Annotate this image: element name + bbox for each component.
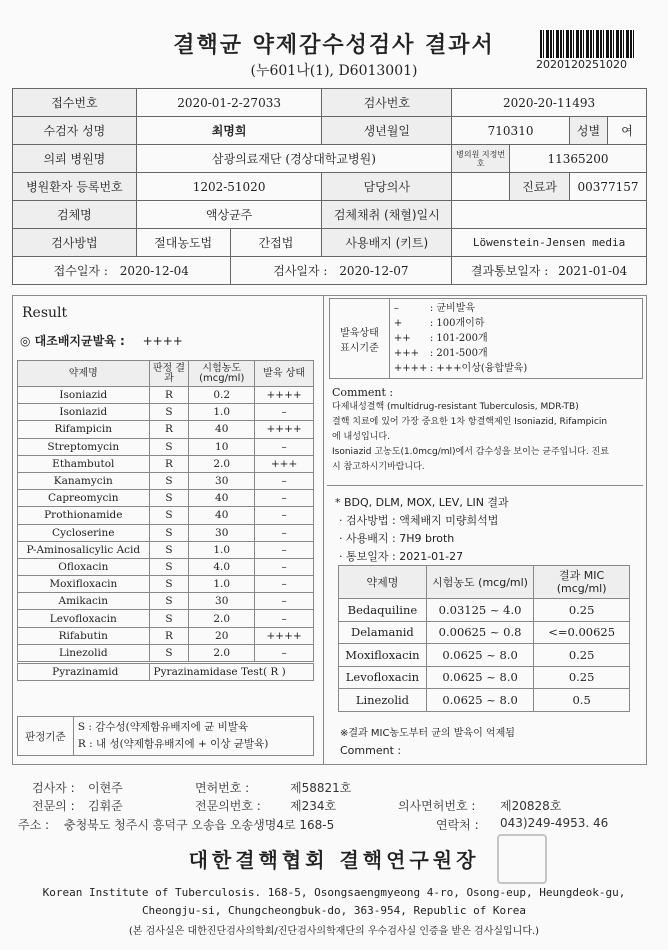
mic-cell-mic: 0.25 — [534, 666, 630, 689]
cell-drug: Isoniazid — [18, 387, 150, 404]
cell-drug: Rifabutin — [18, 627, 150, 644]
column-divider — [323, 295, 324, 765]
cell-growth: – — [255, 507, 314, 524]
table-row — [339, 599, 630, 622]
criteria-s: S : 감수성(약제함유배지에 균 비발육 — [77, 721, 249, 733]
cell-result: S — [149, 507, 189, 524]
growth-legend — [329, 298, 643, 379]
cell-drug: P-Aminosalicylic Acid — [18, 541, 150, 558]
control-growth — [20, 332, 183, 349]
tester: 이현주 — [88, 781, 123, 795]
cell-growth: – — [255, 541, 314, 558]
hospital: 삼광의료재단 (경상대학교병원) — [136, 145, 451, 173]
patient-reg: 1202-51020 — [136, 173, 322, 201]
table-row — [18, 627, 314, 644]
mic-table — [338, 565, 630, 712]
legend-desc: : +++이상(융합발육) — [429, 363, 528, 374]
mic-cell-mic: 0.25 — [534, 599, 630, 622]
mic-cell-drug: Moxifloxacin — [339, 644, 427, 667]
cell-growth: – — [255, 524, 314, 541]
receipt-date-cell — [13, 257, 231, 285]
cell-result: S — [149, 490, 189, 507]
cell-result: S — [149, 610, 189, 627]
table-row — [18, 524, 314, 541]
mic-cell-range: 0.0625 ~ 8.0 — [426, 644, 533, 667]
media: Löwenstein-Jensen media — [452, 229, 647, 257]
dept: 00377157 — [569, 173, 646, 201]
cell-result: R — [149, 421, 189, 438]
section-divider — [327, 485, 643, 486]
mic-col-result: 결과 MIC (mcg/ml) — [534, 566, 630, 599]
cell-result: S — [149, 576, 189, 593]
legend-item — [390, 331, 642, 346]
table-row — [18, 455, 314, 472]
license-label: 면허번호 : — [195, 781, 250, 795]
cell-result: S — [149, 524, 189, 541]
mic-cell-range: 0.0625 ~ 8.0 — [426, 666, 533, 689]
table-row — [18, 558, 314, 575]
designated-no: 11365200 — [510, 145, 647, 173]
pyrazinamid-table — [17, 663, 314, 681]
cell-result: S — [149, 472, 189, 489]
specimen: 액상균주 — [136, 201, 322, 229]
bdq-notify: · 통보일자 : 2021-01-27 — [339, 550, 464, 563]
mic-cell-mic: 0.5 — [534, 689, 630, 712]
mic-cell-drug: Delamanid — [339, 621, 427, 644]
collect-label: 검체채취 (채혈)일시 — [322, 201, 452, 229]
drug-result-table — [17, 360, 314, 662]
table-row — [18, 387, 314, 404]
pza-value: Pyrazinamidase Test( R ) — [149, 664, 313, 681]
comment-line-3: 에 내성입니다. — [332, 432, 390, 442]
cell-drug: Ofloxacin — [18, 558, 150, 575]
specialist: 김휘준 — [88, 799, 123, 813]
legend-item — [390, 301, 642, 316]
criteria-r: R : 내 성(약제함유배지에 + 이상 균발육) — [77, 738, 269, 750]
hospital-label: 의뢰 병원명 — [13, 145, 137, 173]
comment-line-4: Isoniazid 고농도(1.0mcg/ml)에서 감수성을 보이는 균주입니다. 진료 — [332, 447, 609, 457]
comment-label: Comment : — [332, 386, 394, 399]
doctor-license-label: 의사면허번호 : — [398, 799, 476, 813]
certification-note: (본 검사실은 대한진단검사의학회/진단검사의학재단의 우수검사실 인증을 받은 검사실입니다.) — [128, 926, 540, 937]
doctor-label: 담당의사 — [322, 173, 452, 201]
table-row — [18, 541, 314, 558]
table-row — [339, 689, 630, 712]
legend-key: ++ — [393, 333, 411, 344]
sex-label: 성별 — [569, 117, 607, 145]
criteria-table — [17, 716, 314, 756]
cell-growth: – — [255, 644, 314, 661]
media-label: 사용배지 (키트) — [322, 229, 452, 257]
mic-cell-drug: Levofloxacin — [339, 666, 427, 689]
mic-note: ※결과 MIC농도부터 균의 발육이 억제됨 — [340, 728, 515, 739]
address-label: 주소 : — [18, 818, 50, 832]
cell-conc: 40 — [189, 490, 255, 507]
doctor-license: 제20828호 — [500, 799, 562, 813]
cell-growth: – — [255, 610, 314, 627]
cell-conc: 2.0 — [189, 644, 255, 661]
patient-name-label: 수검자 성명 — [13, 117, 137, 145]
patient-info-table — [12, 88, 647, 285]
test-date-label: 검사일자 : — [273, 264, 328, 278]
cell-conc: 30 — [189, 524, 255, 541]
cell-growth: – — [255, 472, 314, 489]
cell-result: S — [149, 644, 189, 661]
cell-result: S — [149, 404, 189, 421]
dept-label: 진료과 — [510, 173, 570, 201]
cell-drug: Rifampicin — [18, 421, 150, 438]
col-growth: 발육 상태 — [255, 361, 314, 387]
phone: 043)249-4953. 46 — [500, 816, 609, 830]
growth-value: ++++ — [142, 334, 183, 348]
table-row — [339, 666, 630, 689]
cell-growth: – — [255, 438, 314, 455]
comment-line-2: 결핵 치료에 있어 가장 중요한 1차 항결핵제인 Isoniazid, Rifampicin — [332, 417, 608, 427]
mic-cell-drug: Linezolid — [339, 689, 427, 712]
barcode-number: 2020120251020 — [536, 58, 627, 71]
mic-cell-mic: <=0.00625 — [534, 621, 630, 644]
address: 충청북도 청주시 흥덕구 오송읍 오송생명4로 168-5 — [64, 818, 335, 832]
designated-no-label: 병의원 지정번호 — [452, 145, 510, 173]
cell-conc: 2.0 — [189, 610, 255, 627]
test-date-cell — [230, 257, 452, 285]
legend-desc: : 101-200개 — [429, 333, 488, 344]
legend-key: + — [393, 318, 403, 329]
table-row — [18, 593, 314, 610]
method-label: 검사방법 — [13, 229, 137, 257]
collect-date — [452, 201, 647, 229]
table-row — [18, 644, 314, 661]
cell-conc: 40 — [189, 507, 255, 524]
cell-drug: Amikacin — [18, 593, 150, 610]
cell-growth: ++++ — [255, 627, 314, 644]
table-row — [18, 404, 314, 421]
cell-conc: 10 — [189, 438, 255, 455]
cell-growth: – — [255, 490, 314, 507]
legend-key: – — [393, 303, 399, 314]
legend-item — [390, 361, 642, 376]
cell-conc: 1.0 — [189, 576, 255, 593]
patient-reg-label: 병원환자 등록번호 — [13, 173, 137, 201]
bdq-heading: * BDQ, DLM, MOX, LEV, LIN 결과 — [335, 496, 509, 509]
birth-label: 생년월일 — [322, 117, 452, 145]
specialist-no-label: 전문의번호 : — [195, 799, 261, 813]
tester-label: 검사자 : — [32, 781, 75, 795]
notify-date: 2021-01-04 — [558, 264, 628, 278]
table-row — [18, 438, 314, 455]
cell-result: R — [149, 627, 189, 644]
comment-line-1: 다제내성결핵 (multidrug-resistant Tuberculosis, MDR-TB) — [332, 402, 579, 412]
cell-conc: 0.2 — [189, 387, 255, 404]
test-date: 2020-12-07 — [339, 264, 409, 278]
cell-result: R — [149, 387, 189, 404]
barcode — [540, 30, 636, 58]
table-row — [18, 507, 314, 524]
cell-drug: Cycloserine — [18, 524, 150, 541]
criteria-label: 판정기준 — [18, 717, 74, 756]
cell-result: S — [149, 541, 189, 558]
patient-name: 최명희 — [136, 117, 322, 145]
cell-growth: – — [255, 593, 314, 610]
legend-list — [389, 299, 642, 379]
specialist-no: 제234호 — [290, 799, 337, 813]
doctor — [452, 173, 510, 201]
table-row — [18, 576, 314, 593]
cell-drug: Prothionamide — [18, 507, 150, 524]
legend-key: +++ — [393, 348, 419, 359]
cell-result: R — [149, 455, 189, 472]
cell-drug: Kanamycin — [18, 472, 150, 489]
cell-drug: Levofloxacin — [18, 610, 150, 627]
legend-desc: : 균비발육 — [429, 303, 476, 314]
sex: 여 — [607, 117, 646, 145]
address-en-line-2: Cheongju-si, Chungcheongbuk-do, 363-954, Republic of Korea — [141, 904, 527, 917]
mic-cell-range: 0.00625 ~ 0.8 — [426, 621, 533, 644]
mic-col-drug: 약제명 — [339, 566, 427, 599]
cell-conc: 4.0 — [189, 558, 255, 575]
col-drug: 약제명 — [18, 361, 150, 387]
cell-result: S — [149, 593, 189, 610]
cell-conc: 1.0 — [189, 541, 255, 558]
bdq-comment-label: Comment : — [340, 744, 402, 757]
cell-result: S — [149, 558, 189, 575]
legend-key: ++++ — [393, 363, 428, 374]
growth-label: ◎ 대조배지균발육 : — [20, 334, 125, 348]
pza-drug: Pyrazinamid — [18, 664, 150, 681]
cell-drug: Capreomycin — [18, 490, 150, 507]
table-row — [339, 644, 630, 667]
specialist-label: 전문의 : — [32, 799, 75, 813]
receipt-date-label: 접수일자 : — [53, 264, 108, 278]
legend-item — [390, 346, 642, 361]
comment-block — [332, 385, 642, 475]
cell-growth: +++ — [255, 455, 314, 472]
criteria-body — [73, 717, 313, 756]
organization-name: 대한결핵협회 결핵연구원장 — [188, 848, 480, 872]
mic-cell-mic: 0.25 — [534, 644, 630, 667]
cell-drug: Ethambutol — [18, 455, 150, 472]
cell-growth: – — [255, 558, 314, 575]
comment-line-5: 시 참고하시기바랍니다. — [332, 462, 425, 472]
cell-conc: 20 — [189, 627, 255, 644]
cell-conc: 30 — [189, 593, 255, 610]
license: 제58821호 — [290, 781, 352, 795]
bdq-method: · 검사방법 : 액체배지 미량희석법 — [339, 514, 499, 527]
receipt-date: 2020-12-04 — [119, 264, 189, 278]
notify-date-cell — [452, 257, 647, 285]
cell-growth: – — [255, 576, 314, 593]
col-conc: 시험농도 (mcg/ml) — [189, 361, 255, 387]
legend-label: 발육상태 표시기준 — [330, 299, 390, 379]
document-code: (누601나(1), D6013001) — [250, 63, 418, 79]
cell-conc: 40 — [189, 421, 255, 438]
table-row — [18, 421, 314, 438]
phone-label: 연락처 : — [436, 818, 479, 832]
legend-item — [390, 316, 642, 331]
result-heading: Result — [22, 305, 68, 321]
birth: 710310 — [452, 117, 570, 145]
cell-drug: Streptomycin — [18, 438, 150, 455]
receipt-no: 2020-01-2-27033 — [136, 89, 322, 117]
method-2: 간접법 — [230, 229, 322, 257]
mic-cell-range: 0.03125 ~ 4.0 — [426, 599, 533, 622]
document-title: 결핵균 약제감수성검사 결과서 — [173, 32, 495, 58]
cell-drug: Linezolid — [18, 644, 150, 661]
bdq-media: · 사용배지 : 7H9 broth — [339, 532, 455, 545]
col-result: 판정 결과 — [149, 361, 189, 387]
cell-growth: ++++ — [255, 387, 314, 404]
method: 절대농도법 — [136, 229, 230, 257]
table-row — [18, 472, 314, 489]
cell-result: S — [149, 438, 189, 455]
mic-cell-range: 0.0625 ~ 8.0 — [426, 689, 533, 712]
cell-growth: – — [255, 404, 314, 421]
table-row — [339, 621, 630, 644]
notify-date-label: 결과통보일자 : — [470, 264, 549, 278]
table-row — [18, 490, 314, 507]
cell-conc: 2.0 — [189, 455, 255, 472]
receipt-no-label: 접수번호 — [13, 89, 137, 117]
cell-conc: 1.0 — [189, 404, 255, 421]
cell-drug: Moxifloxacin — [18, 576, 150, 593]
cell-drug: Isoniazid — [18, 404, 150, 421]
cell-growth: ++++ — [255, 421, 314, 438]
address-en-line-1: Korean Institute of Tuberculosis. 168-5, Osongsaengmyeong 4-ro, Osong-eup, Heungdeok-gu, — [42, 886, 626, 899]
test-no-label: 검사번호 — [322, 89, 452, 117]
table-row — [18, 610, 314, 627]
specimen-label: 검체명 — [13, 201, 137, 229]
bdq-info — [335, 494, 509, 566]
mic-cell-drug: Bedaquiline — [339, 599, 427, 622]
cell-conc: 30 — [189, 472, 255, 489]
legend-desc: : 201-500개 — [429, 348, 488, 359]
test-no: 2020-20-11493 — [452, 89, 647, 117]
legend-desc: : 100개이하 — [429, 318, 485, 329]
mic-col-range: 시험농도 (mcg/ml) — [426, 566, 533, 599]
